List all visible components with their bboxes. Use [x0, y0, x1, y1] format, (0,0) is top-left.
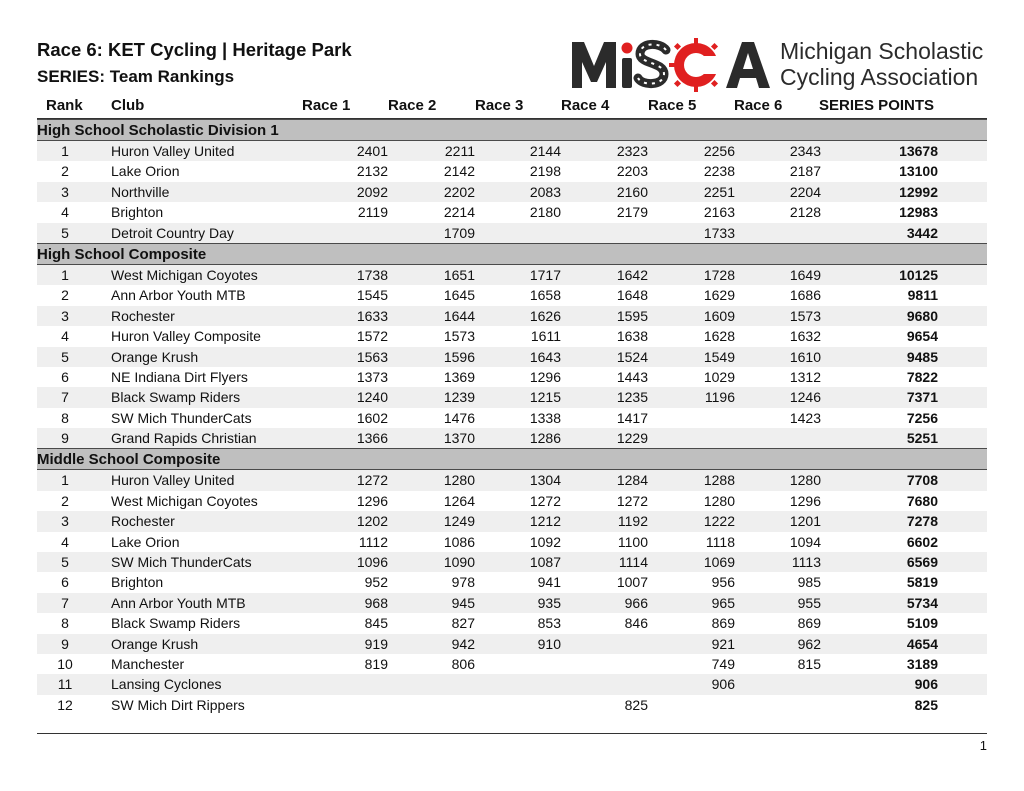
table-header: [37, 94, 987, 119]
club-cell: Manchester: [111, 655, 185, 672]
series-points-cell: 9680: [906, 307, 938, 324]
race1-cell: 1366: [356, 430, 388, 447]
race3-cell: 1717: [529, 266, 561, 283]
race3-cell: 910: [537, 635, 561, 652]
race4-cell: 2179: [616, 204, 648, 221]
club-cell: SW Mich ThunderCats: [111, 554, 252, 571]
col-race5-header: Race 5: [648, 97, 697, 114]
race1-cell: 1112: [358, 533, 388, 550]
race4-cell: 846: [624, 615, 648, 632]
race2-cell: 1644: [443, 307, 475, 324]
series-points-cell: 9811: [907, 287, 938, 304]
race3-cell: 1626: [529, 307, 561, 324]
race2-cell: 827: [451, 615, 475, 632]
rank-cell: 9: [61, 635, 69, 652]
race1-cell: 1602: [356, 409, 388, 426]
race4-cell: 1443: [616, 368, 648, 385]
race1-cell: 1545: [356, 287, 388, 304]
logo-name-line-2: Cycling Association: [780, 64, 979, 90]
rank-cell: 2: [61, 287, 69, 304]
race4-cell: 1007: [616, 574, 648, 591]
table-row: [37, 387, 987, 407]
series-points-cell: 906: [914, 676, 938, 693]
race5-cell: 2163: [703, 204, 735, 221]
club-cell: Ann Arbor Youth MTB: [111, 287, 246, 304]
club-cell: Northville: [111, 183, 170, 200]
race5-cell: 2256: [703, 143, 735, 159]
race3-cell: 1092: [529, 533, 561, 550]
race6-cell: 1632: [789, 328, 821, 345]
race6-cell: 1649: [789, 266, 821, 283]
race6-cell: 869: [797, 615, 821, 632]
race2-cell: 942: [451, 635, 475, 652]
race4-cell: 2323: [616, 143, 648, 159]
race6-cell: 2128: [789, 204, 821, 221]
race5-cell: 1222: [703, 513, 735, 530]
series-points-cell: 3189: [906, 655, 938, 672]
series-points-cell: 6602: [906, 533, 938, 550]
race1-cell: 919: [364, 635, 388, 652]
section-header: Middle School Composite: [37, 448, 987, 470]
page-title: Race 6: KET Cycling | Heritage Park: [37, 39, 352, 60]
race3-cell: 1338: [529, 409, 561, 426]
race5-cell: 1029: [703, 368, 735, 385]
table-row: [37, 408, 987, 428]
series-points-cell: 7708: [906, 472, 938, 489]
race3-cell: 941: [537, 574, 561, 591]
rank-cell: 3: [61, 183, 69, 200]
race4-cell: 1524: [616, 348, 648, 365]
club-cell: Lake Orion: [111, 533, 180, 550]
rank-cell: 5: [61, 554, 69, 571]
club-cell: Rochester: [111, 513, 175, 530]
race3-cell: 1643: [529, 348, 561, 365]
club-cell: SW Mich ThunderCats: [111, 409, 252, 426]
series-points-cell: 13100: [899, 163, 938, 180]
table-row: [37, 674, 987, 694]
race1-cell: 2092: [356, 183, 388, 200]
series-points-cell: 13678: [899, 143, 938, 159]
race1-cell: 968: [364, 594, 388, 611]
race3-cell: 2180: [529, 204, 561, 221]
race4-cell: 1235: [616, 389, 648, 406]
series-points-cell: 6569: [906, 554, 938, 571]
race1-cell: 2401: [356, 143, 388, 159]
col-rank-header: Rank: [46, 97, 83, 114]
race3-cell: 1087: [529, 554, 561, 571]
race6-cell: 955: [797, 594, 821, 611]
logo-name-line-1: Michigan Scholastic: [780, 38, 984, 64]
page-subtitle: SERIES: Team Rankings: [37, 67, 235, 86]
race6-cell: 1312: [789, 368, 821, 385]
series-points-cell: 7822: [906, 368, 938, 385]
race6-cell: 1573: [789, 307, 821, 324]
race3-cell: 1296: [529, 368, 561, 385]
race6-cell: 985: [797, 574, 821, 591]
race3-cell: 1658: [529, 287, 561, 304]
race2-cell: 978: [451, 574, 475, 591]
rank-cell: 8: [61, 615, 69, 632]
race2-cell: 1476: [443, 409, 475, 426]
rank-cell: 11: [57, 676, 73, 693]
race6-cell: 1246: [789, 389, 821, 406]
race3-cell: 853: [537, 615, 561, 632]
club-cell: Black Swamp Riders: [111, 389, 241, 406]
race4-cell: 1595: [616, 307, 648, 324]
race4-cell: 1114: [618, 554, 648, 571]
club-cell: SW Mich Dirt Rippers: [111, 696, 245, 713]
race2-cell: 1369: [443, 368, 475, 385]
club-cell: Lansing Cyclones: [111, 676, 222, 693]
rank-cell: 1: [61, 266, 69, 283]
race2-cell: 1086: [443, 533, 475, 550]
club-cell: NE Indiana Dirt Flyers: [111, 368, 248, 385]
rank-cell: 5: [61, 224, 69, 241]
table-row: [37, 285, 987, 305]
club-cell: West Michigan Coyotes: [111, 266, 258, 283]
race5-cell: 749: [711, 655, 735, 672]
race4-cell: 1648: [616, 287, 648, 304]
race6-cell: 1201: [789, 513, 821, 530]
table-row: [37, 223, 987, 243]
club-cell: West Michigan Coyotes: [111, 492, 258, 509]
series-points-cell: 10125: [899, 266, 938, 283]
race6-cell: 2187: [789, 163, 821, 180]
race5-cell: 956: [711, 574, 735, 591]
race4-cell: 1100: [617, 533, 648, 550]
rank-cell: 3: [61, 307, 69, 324]
rank-cell: 7: [61, 389, 69, 406]
rank-cell: 12: [57, 696, 73, 713]
race4-cell: 825: [624, 696, 648, 713]
section-header: High School Composite: [37, 243, 987, 265]
table-row: [37, 265, 987, 285]
race6-cell: 962: [797, 635, 821, 652]
club-cell: Huron Valley Composite: [111, 328, 261, 345]
race5-cell: 2238: [703, 163, 735, 180]
race6-cell: 1686: [789, 287, 821, 304]
race6-cell: 815: [797, 655, 821, 672]
rank-cell: 9: [61, 430, 69, 447]
series-points-cell: 12983: [899, 204, 938, 221]
series-points-cell: 7680: [906, 492, 938, 509]
club-cell: Brighton: [111, 204, 164, 221]
race5-cell: 1118: [705, 533, 735, 550]
race2-cell: 2142: [443, 163, 475, 180]
race4-cell: 1284: [616, 472, 648, 489]
series-points-cell: 7278: [906, 513, 938, 530]
race6-cell: 2343: [789, 143, 821, 159]
rank-cell: 1: [61, 472, 69, 489]
race2-cell: 1596: [443, 348, 475, 365]
page-number: 1: [979, 738, 987, 753]
series-points-cell: 5819: [906, 574, 938, 591]
race1-cell: 1296: [356, 492, 388, 509]
race5-cell: 1280: [703, 492, 735, 509]
race2-cell: 1573: [443, 328, 475, 345]
rank-cell: 8: [61, 409, 69, 426]
race5-cell: 1629: [703, 287, 735, 304]
race2-cell: 1709: [443, 224, 475, 241]
section-header: High School Scholastic Division 1: [37, 119, 987, 141]
table-row: [37, 161, 987, 181]
race5-cell: 1288: [703, 472, 735, 489]
race2-cell: 1264: [443, 492, 475, 509]
table-row: [37, 141, 987, 161]
race2-cell: 1645: [443, 287, 475, 304]
race1-cell: 1096: [356, 554, 388, 571]
col-club-header: Club: [111, 97, 145, 114]
race1-cell: 845: [364, 615, 388, 632]
race4-cell: 1192: [617, 513, 648, 530]
club-cell: Grand Rapids Christian: [111, 430, 257, 447]
race5-cell: 1728: [703, 266, 735, 283]
race3-cell: 1215: [529, 389, 561, 406]
race3-cell: 1304: [529, 472, 561, 489]
table-row: [37, 613, 987, 633]
race1-cell: 1633: [356, 307, 388, 324]
rank-cell: 6: [61, 574, 69, 591]
race3-cell: 2144: [529, 143, 561, 159]
footer-divider: [37, 733, 987, 734]
series-points-cell: 9654: [906, 328, 938, 345]
race2-cell: 1280: [443, 472, 475, 489]
race4-cell: 1417: [616, 409, 648, 426]
race4-cell: 1272: [616, 492, 648, 509]
race2-cell: 1249: [443, 513, 475, 530]
table-row: [37, 367, 987, 387]
race3-cell: 1286: [529, 430, 561, 447]
rank-cell: 2: [61, 492, 69, 509]
table-row: [37, 695, 987, 715]
col-race3-header: Race 3: [475, 97, 524, 114]
race1-cell: 2132: [356, 163, 388, 180]
misca-logo-wordmark: [568, 32, 773, 94]
rank-cell: 1: [61, 143, 69, 159]
table-row: [37, 347, 987, 367]
race5-cell: 869: [711, 615, 735, 632]
race4-cell: 2160: [616, 183, 648, 200]
race5-cell: 1549: [703, 348, 735, 365]
table-row: [37, 182, 987, 202]
series-points-cell: 3442: [906, 224, 938, 241]
rank-cell: 4: [61, 204, 69, 221]
table-row: [37, 634, 987, 654]
table-row: [37, 491, 987, 511]
race2-cell: 1370: [443, 430, 475, 447]
table-row: [37, 572, 987, 592]
race6-cell: 1423: [789, 409, 821, 426]
race4-cell: 2203: [616, 163, 648, 180]
race1-cell: 1738: [356, 266, 388, 283]
rank-cell: 7: [61, 594, 69, 611]
col-race6-header: Race 6: [734, 97, 783, 114]
race2-cell: 2202: [443, 183, 475, 200]
race3-cell: 2083: [529, 183, 561, 200]
series-points-cell: 7256: [906, 409, 938, 426]
club-cell: Brighton: [111, 574, 164, 591]
race5-cell: 1196: [704, 389, 735, 406]
rank-cell: 3: [61, 513, 69, 530]
table-row: [37, 428, 987, 448]
rankings-table: [37, 119, 987, 715]
race1-cell: 1572: [356, 328, 388, 345]
race1-cell: 1240: [356, 389, 388, 406]
rank-cell: 2: [61, 163, 69, 180]
series-points-cell: 4654: [906, 635, 938, 652]
race1-cell: 2119: [357, 204, 388, 221]
table-row: [37, 470, 987, 490]
race2-cell: 1651: [443, 266, 475, 283]
race3-cell: 935: [537, 594, 561, 611]
table-row: [37, 532, 987, 552]
misca-logo: [568, 32, 993, 94]
race2-cell: 1239: [443, 389, 475, 406]
club-cell: Black Swamp Riders: [111, 615, 241, 632]
race3-cell: 1611: [530, 328, 561, 345]
race2-cell: 806: [451, 655, 475, 672]
series-points-cell: 825: [914, 696, 938, 713]
race4-cell: 1642: [616, 266, 648, 283]
table-row: [37, 202, 987, 222]
series-points-cell: 5109: [906, 615, 938, 632]
logo-organization-name: [780, 38, 983, 90]
race6-cell: 1296: [789, 492, 821, 509]
col-race2-header: Race 2: [388, 97, 437, 114]
race1-cell: 952: [364, 574, 388, 591]
race6-cell: 1094: [789, 533, 821, 550]
club-cell: Huron Valley United: [111, 472, 235, 489]
series-points-cell: 12992: [899, 183, 938, 200]
series-points-cell: 5734: [906, 594, 938, 611]
series-points-cell: 9485: [906, 348, 938, 365]
race3-cell: 1272: [529, 492, 561, 509]
race5-cell: 1628: [703, 328, 735, 345]
rank-cell: 4: [61, 533, 69, 550]
race5-cell: 1609: [703, 307, 735, 324]
table-row: [37, 326, 987, 346]
race2-cell: 945: [451, 594, 475, 611]
race5-cell: 2251: [703, 183, 735, 200]
club-cell: Rochester: [111, 307, 175, 324]
race4-cell: 966: [624, 594, 648, 611]
col-points-header: SERIES POINTS: [819, 97, 935, 114]
series-points-cell: 5251: [906, 430, 938, 447]
table-row: [37, 306, 987, 326]
club-cell: Detroit Country Day: [111, 224, 234, 241]
race2-cell: 2211: [444, 143, 475, 159]
race4-cell: 1229: [616, 430, 648, 447]
race2-cell: 2214: [443, 204, 475, 221]
col-race4-header: Race 4: [561, 97, 610, 114]
race5-cell: 906: [711, 676, 735, 693]
club-cell: Lake Orion: [111, 163, 180, 180]
race1-cell: 1272: [356, 472, 388, 489]
rank-cell: 4: [61, 328, 69, 345]
race5-cell: 965: [711, 594, 735, 611]
table-row: [37, 654, 987, 674]
race6-cell: 1610: [789, 348, 821, 365]
race4-cell: 1638: [616, 328, 648, 345]
col-race1-header: Race 1: [302, 97, 351, 114]
race3-cell: 2198: [529, 163, 561, 180]
rank-cell: 5: [61, 348, 69, 365]
table-row: [37, 593, 987, 613]
race6-cell: 2204: [789, 183, 821, 200]
race2-cell: 1090: [443, 554, 475, 571]
race6-cell: 1113: [791, 554, 821, 571]
race5-cell: 1733: [703, 224, 735, 241]
rank-cell: 10: [57, 655, 73, 672]
club-cell: Huron Valley United: [111, 143, 235, 159]
race1-cell: 1202: [356, 513, 388, 530]
race1-cell: 1373: [356, 368, 388, 385]
race1-cell: 1563: [356, 348, 388, 365]
club-cell: Orange Krush: [111, 635, 199, 652]
race5-cell: 1069: [703, 554, 735, 571]
club-cell: Orange Krush: [111, 348, 199, 365]
series-points-cell: 7371: [906, 389, 938, 406]
table-row: [37, 552, 987, 572]
rank-cell: 6: [61, 368, 69, 385]
race3-cell: 1212: [529, 513, 561, 530]
race6-cell: 1280: [789, 472, 821, 489]
race1-cell: 819: [364, 655, 388, 672]
club-cell: Ann Arbor Youth MTB: [111, 594, 246, 611]
race5-cell: 921: [711, 635, 735, 652]
table-row: [37, 511, 987, 531]
